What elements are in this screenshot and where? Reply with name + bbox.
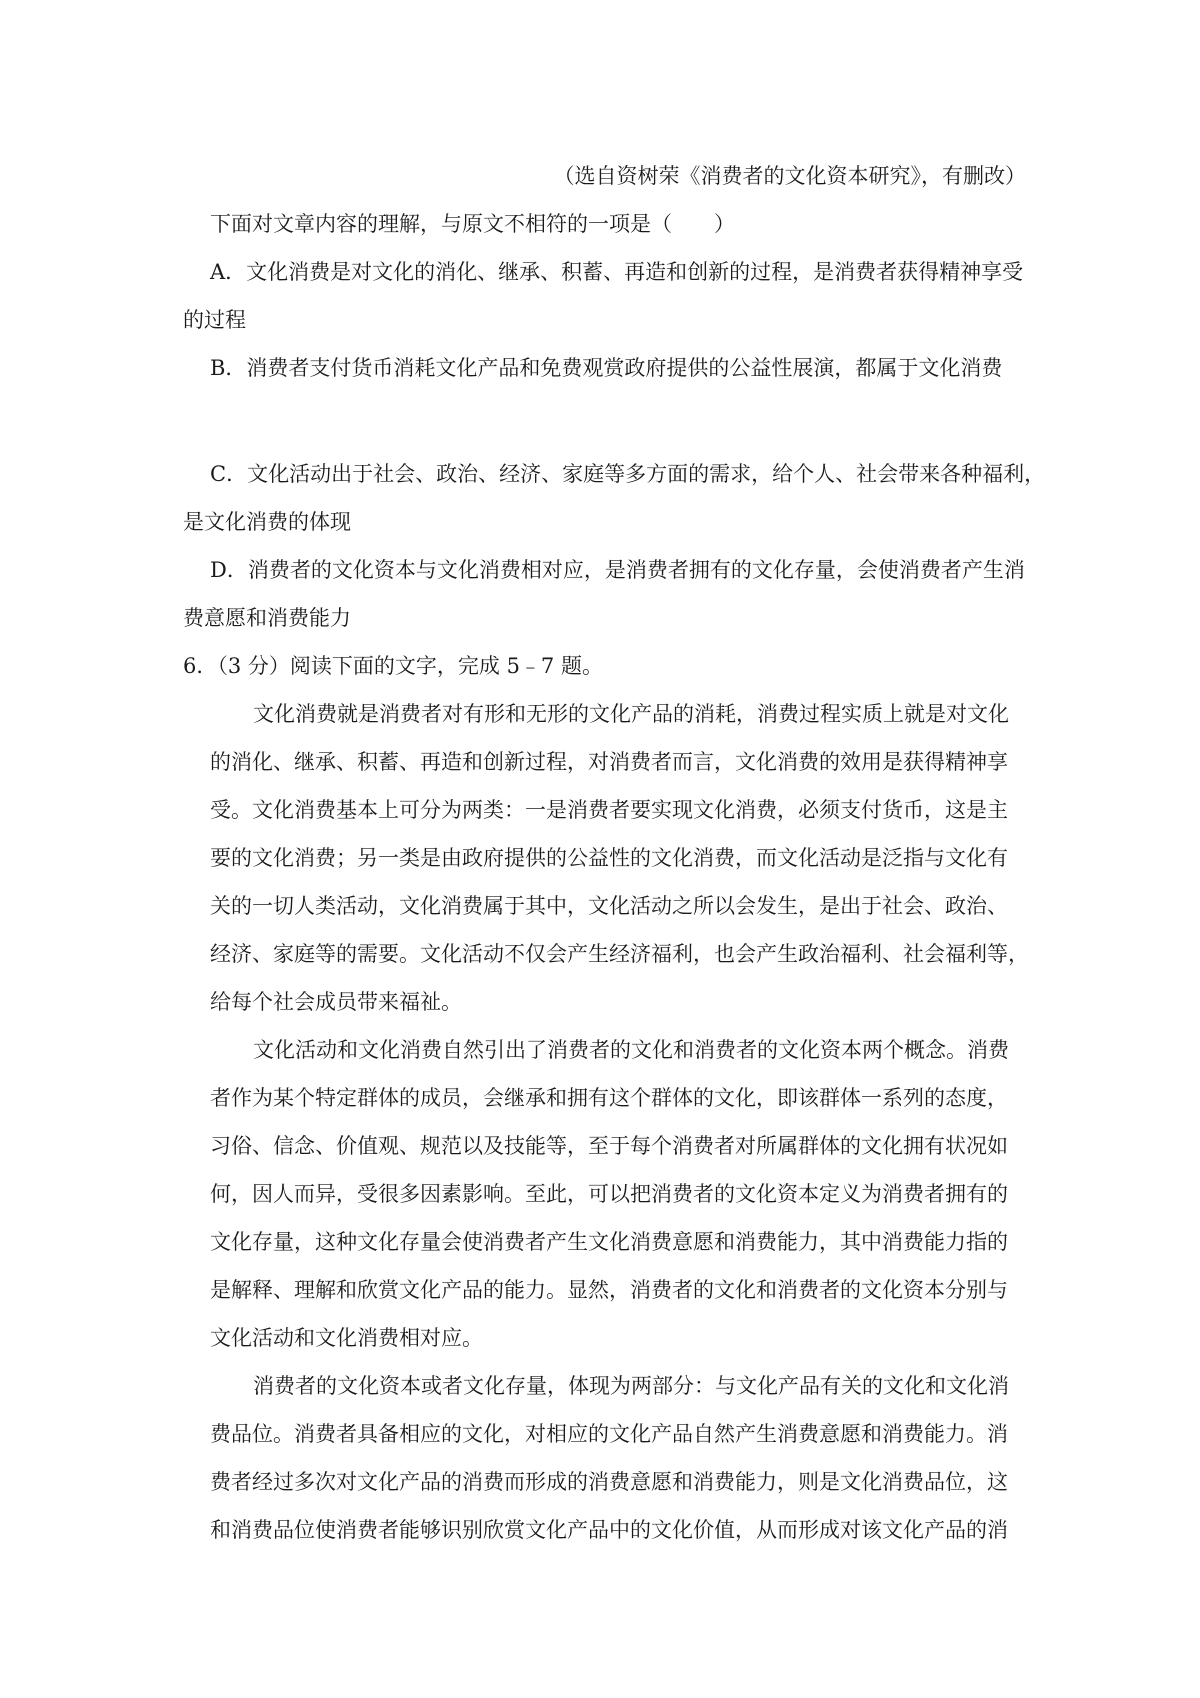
paragraph-line: 文化消费就是消费者对有形和无形的文化产品的消耗，消费过程实质上就是对文化 bbox=[253, 702, 1009, 726]
paragraph-line: 关的一切人类活动，文化消费属于其中，文化活动之所以会发生，是出于社会、政治、 bbox=[210, 894, 1008, 918]
paragraph-line: 文化活动和文化消费相对应。 bbox=[210, 1326, 483, 1350]
paragraph-line: 要的文化消费；另一类是由政府提供的公益性的文化消费，而文化活动是泛指与文化有 bbox=[210, 846, 1008, 870]
option-c-line-2: 是文化消费的体现 bbox=[183, 510, 351, 534]
document-page bbox=[183, 152, 1046, 1554]
option-d bbox=[183, 546, 1026, 642]
paragraph-line: 的消化、继承、积蓄、再造和创新过程，对消费者而言，文化消费的效用是获得精神享 bbox=[210, 750, 1008, 774]
option-b bbox=[183, 344, 1026, 392]
paragraph-line: 受。文化消费基本上可分为两类：一是消费者要实现文化消费，必须支付货币，这是主 bbox=[210, 798, 1008, 822]
option-d-line-2: 费意愿和消费能力 bbox=[183, 606, 351, 630]
paragraph-line: 费者经过多次对文化产品的消费而形成的消费意愿和消费能力，则是文化消费品位，这 bbox=[210, 1470, 1008, 1494]
paragraph-2 bbox=[183, 1026, 1026, 1362]
source-note: （选自资树荣《消费者的文化资本研究》，有删改） bbox=[553, 164, 1026, 188]
option-c bbox=[183, 450, 1046, 546]
paragraph-line: 文化存量，这种文化存量会使消费者产生文化消费意愿和消费能力，其中消费能力指的 bbox=[210, 1230, 1008, 1254]
paragraph-line: 者作为某个特定群体的成员，会继承和拥有这个群体的文化，即该群体一系列的态度， bbox=[210, 1086, 1008, 1110]
paragraph-line: 和消费品位使消费者能够识别欣赏文化产品中的文化价值，从而形成对该文化产品的消 bbox=[210, 1518, 1008, 1542]
paragraph-3 bbox=[183, 1362, 1026, 1554]
option-a-line-1: A．文化消费是对文化的消化、继承、积蓄、再造和创新的过程，是消费者获得精神享受 bbox=[210, 260, 1024, 284]
paragraph-line: 给每个社会成员带来福祉。 bbox=[210, 990, 462, 1014]
question-6-header: 6．（3 分）阅读下面的文字，完成 5﹣7 题。 bbox=[183, 654, 603, 678]
paragraph-line: 消费者的文化资本或者文化存量，体现为两部分：与文化产品有关的文化和文化消 bbox=[253, 1374, 1009, 1398]
option-b-line-1: B．消费者支付货币消耗文化产品和免费观赏政府提供的公益性展演，都属于文化消费 bbox=[210, 356, 1003, 380]
paragraph-line: 文化活动和文化消费自然引出了消费者的文化和消费者的文化资本两个概念。消费 bbox=[253, 1038, 1009, 1062]
option-a-line-2: 的过程 bbox=[183, 308, 246, 332]
paragraph-line: 费品位。消费者具备相应的文化，对相应的文化产品自然产生消费意愿和消费能力。消 bbox=[210, 1422, 1008, 1446]
question-stem: 下面对文章内容的理解，与原文不相符的一项是（ ） bbox=[210, 212, 735, 236]
option-c-line-1: C．文化活动出于社会、政治、经济、家庭等多方面的需求，给个人、社会带来各种福利， bbox=[210, 462, 1046, 486]
paragraph-line: 何，因人而异，受很多因素影响。至此，可以把消费者的文化资本定义为消费者拥有的 bbox=[210, 1182, 1008, 1206]
paragraph-line: 经济、家庭等的需要。文化活动不仅会产生经济福利，也会产生政治福利、社会福利等， bbox=[210, 942, 1029, 966]
paragraph-line: 习俗、信念、价值观、规范以及技能等，至于每个消费者对所属群体的文化拥有状况如 bbox=[210, 1134, 1008, 1158]
paragraph-line: 是解释、理解和欣赏文化产品的能力。显然，消费者的文化和消费者的文化资本分别与 bbox=[210, 1278, 1008, 1302]
spacer bbox=[183, 392, 1026, 450]
option-d-line-1: D．消费者的文化资本与文化消费相对应，是消费者拥有的文化存量，会使消费者产生消 bbox=[210, 558, 1025, 582]
option-a bbox=[183, 248, 1026, 344]
paragraph-1 bbox=[183, 690, 1029, 1026]
